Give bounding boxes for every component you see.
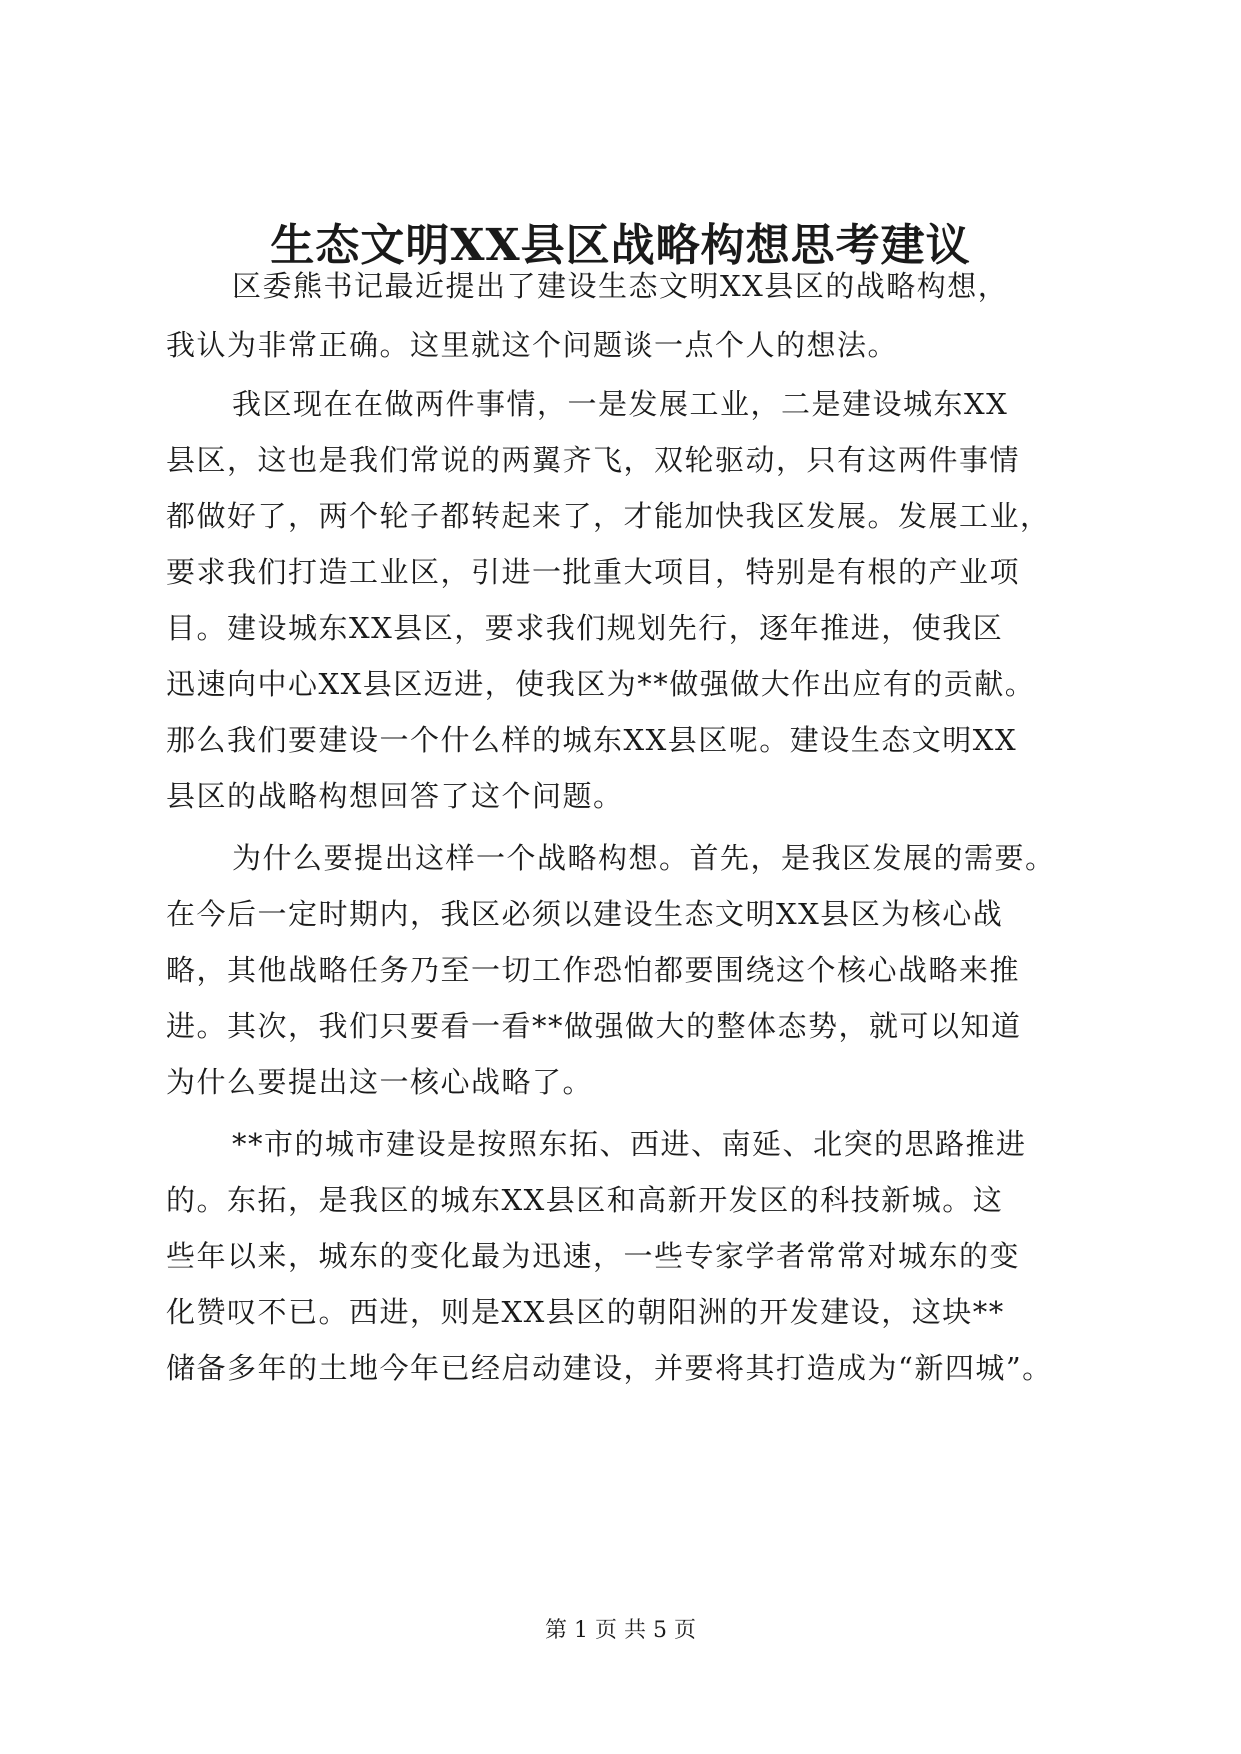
paragraph-line: 都做好了，两个轮子都转起来了，才能加快我区发展。发展工业， — [166, 499, 1051, 533]
paragraph-line: 县区，这也是我们常说的两翼齐飞，双轮驱动，只有这两件事情 — [166, 443, 1021, 477]
paragraph-line: 区委熊书记最近提出了建设生态文明XX县区的战略构想， — [232, 269, 1009, 303]
paragraph-line: 要求我们打造工业区，引进一批重大项目，特别是有根的产业项 — [166, 555, 1021, 589]
paragraph-line: 进。其次，我们只要看一看**做强做大的整体态势，就可以知道 — [166, 1009, 1022, 1043]
paragraph-line: 略，其他战略任务乃至一切工作恐怕都要围绕这个核心战略来推 — [166, 953, 1021, 987]
paragraph-line: 化赞叹不已。西进，则是XX县区的朝阳洲的开发建设，这块** — [166, 1295, 1005, 1329]
paragraph-line: 为什么要提出这样一个战略构想。首先，是我区发展的需要。 — [232, 841, 1056, 875]
paragraph-line: 为什么要提出这一核心战略了。 — [166, 1065, 594, 1099]
paragraph-line: **市的城市建设是按照东拓、西进、南延、北突的思路推进 — [232, 1127, 1027, 1161]
paragraph-line: 在今后一定时期内，我区必须以建设生态文明XX县区为核心战 — [166, 897, 1004, 931]
paragraph-line: 县区的战略构想回答了这个问题。 — [166, 779, 624, 813]
paragraph-line: 我区现在在做两件事情，一是发展工业，二是建设城东XX — [232, 387, 1009, 421]
paragraph-line: 储备多年的土地今年已经启动建设，并要将其打造成为“新四城”。 — [166, 1351, 1053, 1385]
page-number-footer: 第 1 页 共 5 页 — [545, 1618, 696, 1643]
paragraph-line: 的。东拓，是我区的城东XX县区和高新开发区的科技新城。这 — [166, 1183, 1004, 1217]
paragraph-line: 我认为非常正确。这里就这个问题谈一点个人的想法。 — [166, 328, 899, 362]
document-title: 生态文明XX县区战略构想思考建议 — [270, 220, 971, 271]
paragraph-line: 那么我们要建设一个什么样的城东XX县区呢。建设生态文明XX — [166, 723, 1018, 757]
paragraph-line: 些年以来，城东的变化最为迅速，一些专家学者常常对城东的变 — [166, 1239, 1021, 1273]
paragraph-line: 迅速向中心XX县区迈进，使我区为**做强做大作出应有的贡献。 — [166, 667, 1036, 701]
paragraph-line: 目。建设城东XX县区，要求我们规划先行，逐年推进，使我区 — [166, 611, 1004, 645]
